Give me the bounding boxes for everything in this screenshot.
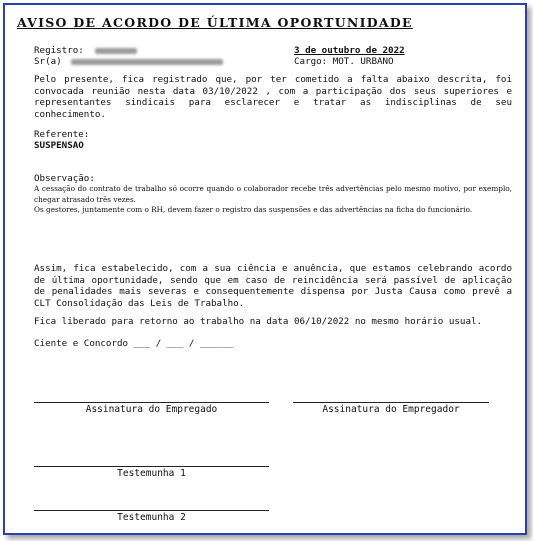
sig-label-empregador: Assinatura do Empregador bbox=[322, 404, 460, 415]
document-title: AVISO DE ACORDO DE ÚLTIMA OPORTUNIDADE bbox=[17, 15, 413, 30]
sr-row bbox=[34, 56, 223, 67]
observacao-text-2: Os gestores, juntamente com o RH, devem fazer o registro das suspensões e das advertências na ficha do funcionário. bbox=[34, 205, 473, 214]
sig-label-empregado: Assinatura do Empregado bbox=[85, 404, 218, 415]
name-redacted bbox=[71, 59, 223, 65]
referente-value: SUSPENSAO bbox=[34, 140, 84, 151]
registro-row bbox=[34, 45, 137, 56]
sig-label-testemunha-1: Testemunha 1 bbox=[117, 468, 186, 479]
document-date: 3 de outubro de 2022 bbox=[294, 45, 405, 56]
registro-redacted bbox=[95, 48, 137, 54]
liberado-paragraph: Fica liberado para retorno ao trabalho na data 06/10/2022 no mesmo horário usual. bbox=[34, 316, 483, 327]
referente-label: Referente: bbox=[34, 129, 90, 140]
observacao-text-1: A cessação do contrato de trabalho só ocorre quando o colaborador recebe três advertências pelo mesmo motivo, por exemplo, chegar atrasado três vezes. bbox=[34, 184, 512, 204]
document-page bbox=[3, 3, 527, 535]
assim-paragraph: Assim, fica estabelecido, com a sua ciência e anuência, que estamos celebrando acordo de última oportunidade, sendo que em caso de reincidência será passível de aplicação de penalidades mais severas e consequentemente dispensa por Justa Causa como prevê a CLT Consolidação das Leis de Trabalho. bbox=[34, 263, 512, 309]
sig-label-testemunha-2: Testemunha 2 bbox=[117, 512, 186, 523]
ciente-line: Ciente e Concordo ___ / ___ / ______ bbox=[34, 338, 234, 349]
sr-label: Sr(a) bbox=[34, 56, 62, 67]
sig-line-testemunha-1 bbox=[34, 466, 269, 467]
sig-line-empregador bbox=[293, 402, 489, 403]
registro-label: Registro: bbox=[34, 45, 84, 56]
sig-line-empregado bbox=[34, 402, 269, 403]
sig-line-testemunha-2 bbox=[34, 510, 269, 511]
intro-paragraph: Pelo presente, fica registrado que, por ter cometido a falta abaixo descrita, foi convocada reunião nesta data 03/10/2022 , com a participação dos seus superiores e representantes sindicais para esclarecer e tratar as indisciplinas de seu conhecimento. bbox=[34, 74, 512, 120]
observacao-label: Observação: bbox=[34, 173, 95, 184]
cargo-text: Cargo: MOT. URBANO bbox=[294, 56, 394, 67]
